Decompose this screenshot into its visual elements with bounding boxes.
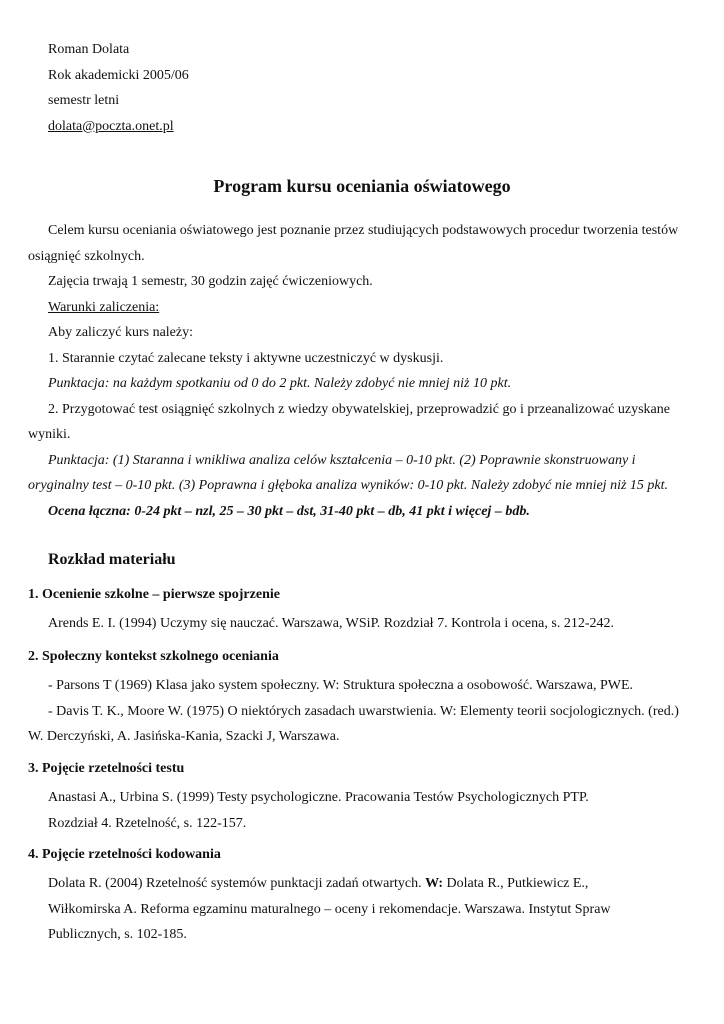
reference-in-label: W: [425,876,444,891]
reference: Rozdział 4. Rzetelność, s. 122-157. [48,815,247,831]
requirement-2: 2. Przygotować test osiągnięć szkolnych z wiedzy obywatelskiej, przeprowadzić go i przeanalizować uzyskane wyniki. [28,401,670,442]
reference: - Parsons T (1969) Klasa jako system społeczny. W: Struktura społeczna a osobowość. Warszawa, PWE. [48,678,634,693]
email-link[interactable]: dolata@poczta.onet.pl [48,118,174,134]
reference: Arends E. I. (1994) Uczymy się nauczać. Warszawa, WSiP. Rozdział 7. Kontrola i ocena, s. 212-242. [48,616,614,631]
section-heading: 2. Społeczny kontekst szkolnego oceniania [28,649,279,664]
header-block [48,37,189,139]
reference: - Davis T. K., Moore W. (1975) O niektórych zasadach uwarstwienia. W: Elementy teorii socjologicznych. (red.) W. Derczyński, A. Jasińska-Kania, Szacki J, Warszawa. [28,703,679,744]
course-goal: Celem kursu oceniania oświatowego jest poznanie przez studiujących podstawowych procedur tworzenia testów osiągnięć szkolnych. [28,223,679,264]
intro-block [28,218,696,524]
document-title: Program kursu oceniania oświatowego [213,176,511,196]
requirement-2-scoring: Punktacja: (1) Staranna i wnikliwa analiza celów kształcenia – 0-10 pkt. (2) Poprawnie skonstruowany i oryginalny test – 0-10 pkt. (3) Poprawna i głęboka analiza wyników: 0-10 pkt. Należy zdobyć nie mniej niż 15 pkt. [28,452,669,493]
material-heading: Rozkład materiału [48,551,176,568]
section-heading: 3. Pojęcie rzetelności testu [28,761,185,776]
section-heading: 1. Ocenienie szkolne – pierwsze spojrzenie [28,587,280,602]
section-4 [28,845,696,948]
section-1 [28,585,696,637]
reference [28,871,696,948]
conditions-label: Warunki zaliczenia: [48,299,160,315]
pass-intro: Aby zaliczyć kurs należy: [48,325,193,340]
section-heading: 4. Pojęcie rzetelności kodowania [28,847,221,862]
academic-year: Rok akademicki 2005/06 [48,67,189,83]
reference: Anastasi A., Urbina S. (1999) Testy psychologiczne. Pracowania Testów Psychologicznych PTP. [48,790,589,805]
section-3 [28,759,696,836]
author-name: Roman Dolata [48,42,130,57]
requirement-1-scoring: Punktacja: na każdym spotkaniu od 0 do 2 pkt. Należy zdobyć nie mniej niż 10 pkt. [48,376,512,391]
grading-scale: Ocena łączna: 0-24 pkt – nzl, 25 – 30 pkt – dst, 31-40 pkt – db, 41 pkt i więcej – bdb. [48,503,530,519]
semester: semestr letni [48,93,120,108]
reference-part: Dolata R. (2004) Rzetelność systemów punktacji zadań otwartych. [48,876,422,891]
section-2 [28,647,696,750]
reference-part: Dolata R., Putkiewicz E., Wiłkomirska A. Reforma egzaminu maturalnego – oceny i rekomendacje. Warszawa. Instytut Spraw Publicznych, s. 102-185. [48,876,611,942]
course-duration: Zajęcia trwają 1 semestr, 30 godzin zajęć ćwiczeniowych. [48,274,373,289]
requirement-1: 1. Starannie czytać zalecane teksty i aktywne uczestniczyć w dyskusji. [48,350,444,366]
